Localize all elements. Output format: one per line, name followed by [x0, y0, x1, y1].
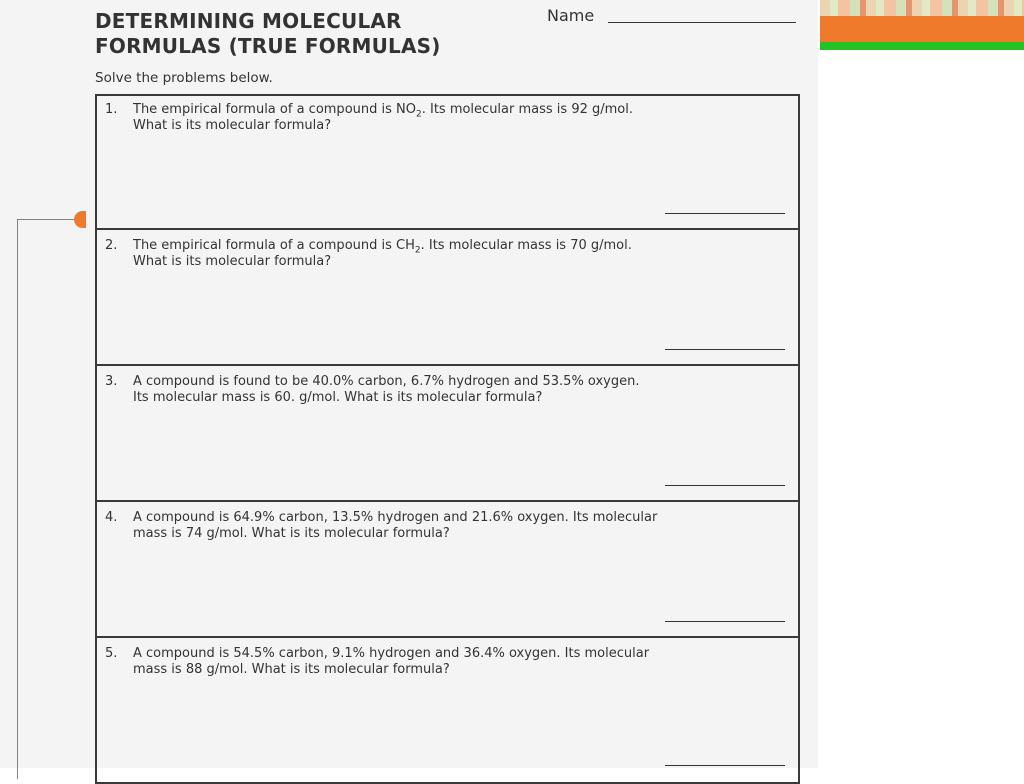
- problem-line-2: Its molecular mass is 60. g/mol. What is its molecular formula?: [133, 390, 543, 405]
- answer-line[interactable]: [665, 485, 785, 486]
- name-input-line[interactable]: [608, 22, 796, 23]
- problem-number: 3.: [105, 374, 118, 389]
- problem-line-2: What is its molecular formula?: [133, 254, 332, 269]
- problem-row: [95, 366, 800, 502]
- problem-row: [95, 230, 800, 366]
- slide-side-panel: [818, 0, 1024, 768]
- connector-line-horizontal: [17, 219, 79, 220]
- answer-line[interactable]: [665, 765, 785, 766]
- problem-row: [95, 502, 800, 638]
- answer-line[interactable]: [665, 621, 785, 622]
- problem-number: 4.: [105, 510, 118, 525]
- problem-text: [133, 102, 783, 134]
- decorative-green-bar: [820, 42, 1024, 50]
- problem-line-2: mass is 88 g/mol. What is its molecular formula?: [133, 662, 450, 677]
- answer-line[interactable]: [665, 349, 785, 350]
- title-line-2: FORMULAS (TRUE FORMULAS): [95, 34, 441, 58]
- problem-line-1: A compound is 54.5% carbon, 9.1% hydrogen and 36.4% oxygen. Its molecular: [133, 646, 650, 661]
- title-line-1: DETERMINING MOLECULAR: [95, 9, 402, 33]
- connector-marker: [74, 211, 86, 228]
- problem-line-2: What is its molecular formula?: [133, 118, 332, 133]
- problem-row: [95, 94, 800, 230]
- decorative-orange-bar: [820, 16, 1024, 42]
- problem-text: [133, 238, 783, 270]
- problem-line-1: A compound is 64.9% carbon, 13.5% hydrogen and 21.6% oxygen. Its molecular: [133, 510, 658, 525]
- problem-line-1: The empirical formula of a compound is $NO_2$. Its molecular mass is 92 g/mol.: [133, 102, 633, 120]
- connector-line-vertical: [17, 219, 18, 779]
- name-label: Name: [547, 6, 595, 25]
- problem-row: [95, 638, 800, 774]
- problem-text: [133, 510, 783, 542]
- answer-line[interactable]: [665, 213, 785, 214]
- instructions: Solve the problems below.: [95, 70, 273, 86]
- problem-number: 5.: [105, 646, 118, 661]
- problem-line-2: mass is 74 g/mol. What is its molecular formula?: [133, 526, 450, 541]
- problem-line-1: The empirical formula of a compound is $CH_2$. Its molecular mass is 70 g/mol.: [133, 238, 632, 256]
- worksheet-title: [95, 9, 441, 59]
- decorative-banner-pattern: [820, 0, 1024, 16]
- problem-number: 1.: [105, 102, 118, 117]
- problem-number: 2.: [105, 238, 118, 253]
- problem-text: [133, 646, 783, 678]
- problem-text: [133, 374, 783, 406]
- problem-line-1: A compound is found to be 40.0% carbon, 6.7% hydrogen and 53.5% oxygen.: [133, 374, 640, 389]
